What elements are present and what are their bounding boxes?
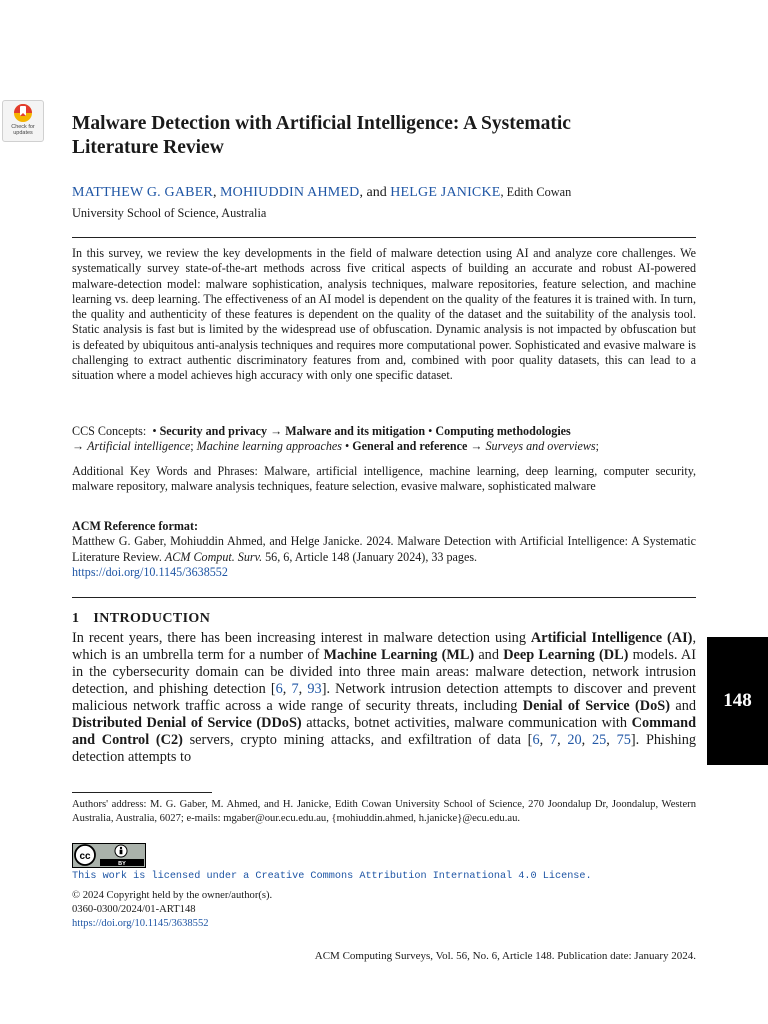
cc-label: cc (79, 851, 91, 862)
citation-link[interactable]: 25 (591, 732, 607, 748)
citation-link[interactable]: 7 (549, 732, 558, 748)
title-line-1: Malware Detection with Artificial Intelligence: A Systematic (72, 113, 571, 134)
citation-link[interactable]: 6 (532, 732, 540, 748)
affiliation-cont: University School of Science, Australia (72, 206, 267, 220)
ccs-concepts: CCS Concepts: • Security and privacy → Malware and its mitigation • Computing methodologies → Artificial intelligence; Machine learning approaches • General and reference → Surveys and overviews; (72, 424, 599, 454)
check-updates-icon (3, 102, 43, 124)
citation-link[interactable]: 93 (307, 681, 322, 697)
section-heading-introduction: 1 INTRODUCTION (72, 611, 211, 626)
author-link-janicke[interactable]: HELGE JANICKE (390, 185, 501, 200)
authors-address: Authors' address: M. G. Gaber, M. Ahmed, and H. Janicke, Edith Cowan University School of Science, 270 Joondalup Dr, Joondalup, Western Australia, Australia, 6027; e-mails: mgaber@our.ecu.edu.au, {mohiuddin.ahmed, h.janicke}@ecu.edu.au. (72, 799, 696, 824)
paper-title (72, 112, 712, 160)
top-rule (72, 237, 696, 238)
cc-by-license-icon[interactable] (72, 843, 146, 868)
citation-link[interactable]: 7 (291, 681, 299, 697)
citation-link[interactable]: 75 (616, 732, 631, 748)
footnote-doi-link[interactable]: https://doi.org/10.1145/3638552 (72, 918, 209, 929)
copyright-line: © 2024 Copyright held by the owner/author(s). (72, 890, 273, 901)
keywords: Additional Key Words and Phrases: Malware, artificial intelligence, machine learning, deep learning, computer security, malware repository, malware analysis techniques, feature selection, evasive malware, sophisticated malware (72, 464, 696, 494)
author-link-gaber[interactable]: MATTHEW G. GABER (72, 185, 213, 200)
abstract: In this survey, we review the key developments in the field of malware detection using AI and analyze core challenges. We systematically survey state-of-the-art methods across five critical aspects of building an accurate and robust AI-powered malware-detection model: malware sophistication, analysis techniques, malware repositories, feature selection, and machine learning vs. deep learning. The effectiveness of an AI model is dependent on the quality of the features it is trained with. In turn, the quality and authenticity of these features is dependent on the quality of the dataset and the suitability of the analysis tool. Static analysis is fast but is limited by the widespread use of obfuscation. Dynamic analysis is not impacted by obfuscation but is defeated by ubiquitous anti-analysis techniques and requires more computational power. Sophisticated and evasive malware is challenging to extract authentic discriminatory features from and, combined with poor quality datasets, this can lead to a situation where a model achieves high accuracy with only one specific dataset. (72, 246, 696, 383)
affiliation: , Edith Cowan (500, 185, 572, 199)
acm-ref-doi-link[interactable]: https://doi.org/10.1145/3638552 (72, 564, 228, 579)
check-updates-label: Check for updates (11, 124, 35, 136)
copyright-block (72, 889, 272, 931)
footnote-rule (72, 792, 212, 793)
citation-link[interactable]: 20 (567, 732, 582, 748)
acm-ref-heading: ACM Reference format: (72, 519, 199, 533)
acm-reference: ACM Reference format: Matthew G. Gaber, Mohiuddin Ahmed, and Helge Janicke. 2024. Malware Detection with Artificial Intelligence: A Systematic Literature Review. ACM Comput. Surv. 56, 6, Article 148 (January 2024), 33 pages. https://doi.org/10.1145/3638552 (72, 519, 696, 579)
running-footer: ACM Computing Surveys, Vol. 56, No. 6, Article 148. Publication date: January 2024. (314, 950, 696, 962)
author-list: MATTHEW G. GABER, MOHIUDDIN AHMED, and HELGE JANICKE, Edith Cowan University School of Science, Australia (72, 185, 572, 220)
article-number-badge: 148 (707, 637, 768, 765)
citation-link[interactable]: 6 (275, 681, 283, 697)
author-link-ahmed[interactable]: MOHIUDDIN AHMED (220, 185, 360, 200)
title-line-2: Literature Review (72, 137, 224, 158)
introduction-body: In recent years, there has been increasing interest in malware detection using Artificial Intelligence (AI), which is an umbrella term for a number of Machine Learning (ML) and Deep Learning (DL) models. AI in the cybersecurity domain can be divided into three main areas: malware detection, network intrusion detection, and phishing detection [6, 7, 93]. Network intrusion detection attempts to discover and prevent malicious network traffic across a wide range of security threats, including Denial of Service (DoS) and Distributed Denial of Service (DDoS) attacks, botnet activities, malware communication with Command and Control (C2) servers, crypto mining attacks, and exfiltration of data [6, 7, 20, 25, 75]. Phishing detection attempts to (72, 630, 697, 765)
by-label: BY (118, 861, 126, 867)
license-link[interactable]: This work is licensed under a Creative Commons Attribution International 4.0 License. (72, 871, 592, 882)
issn-line: 0360-0300/2024/01-ART148 (72, 904, 196, 915)
bottom-rule (72, 597, 696, 598)
check-for-updates-badge[interactable] (2, 100, 44, 142)
